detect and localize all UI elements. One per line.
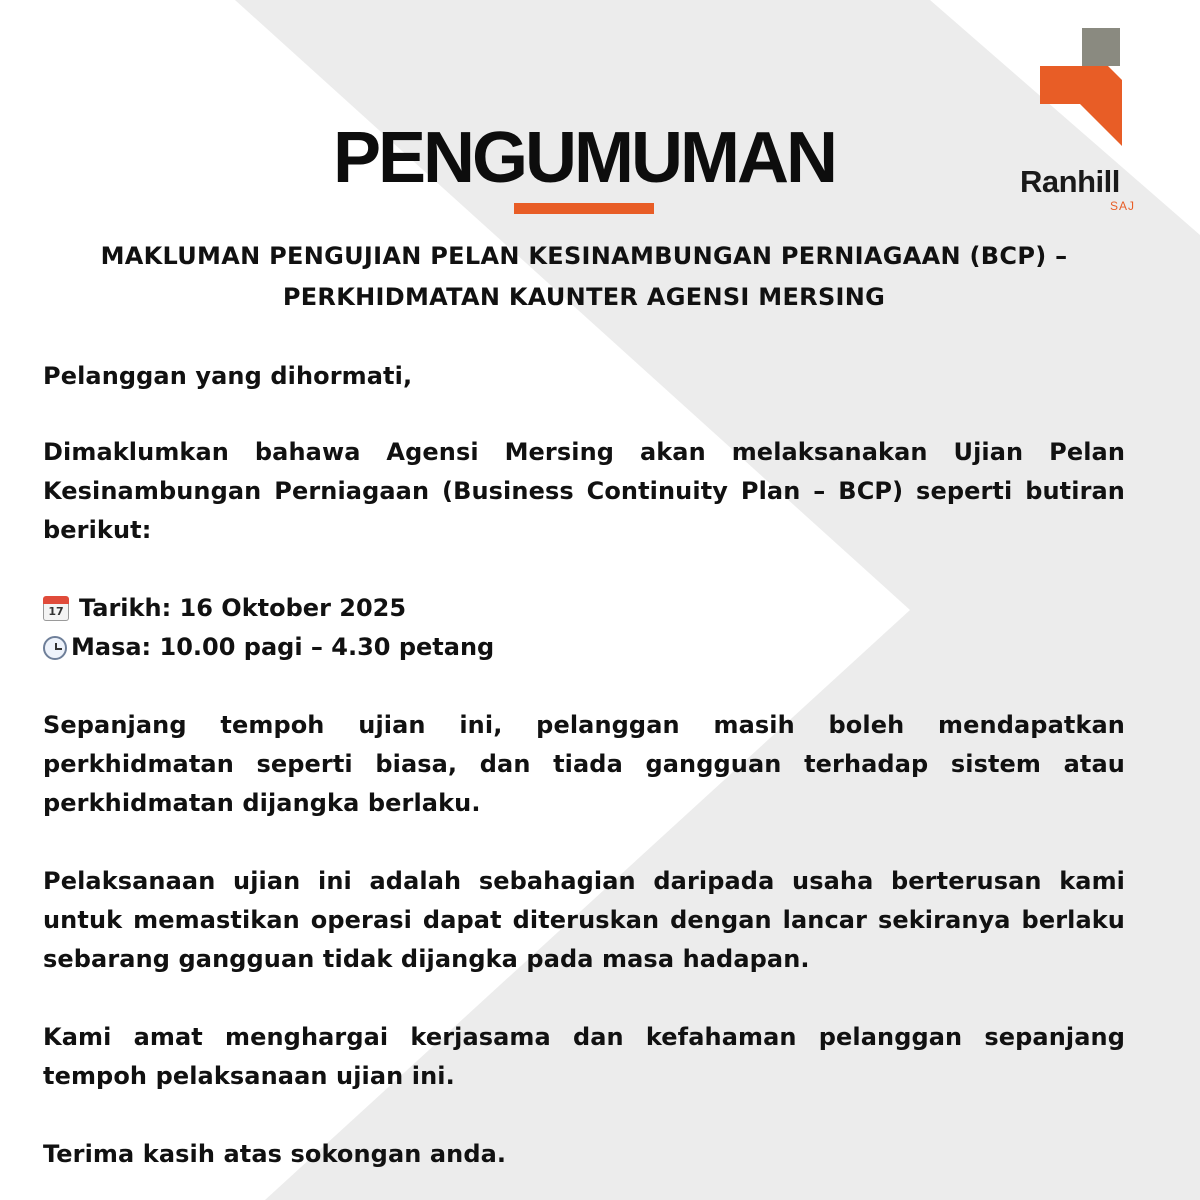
time-text: Masa: 10.00 pagi – 4.30 petang: [71, 633, 495, 661]
date-line: [43, 589, 406, 628]
title-underline: [514, 203, 654, 214]
page-title: PENGUMUMAN: [333, 118, 835, 198]
subtitle-line-1: MAKLUMAN PENGUJIAN PELAN KESINAMBUNGAN PERNIAGAAN (BCP) –: [100, 242, 1068, 270]
logo-subtext: SAJ: [1110, 199, 1136, 213]
closing-text: Terima kasih atas sokongan anda.: [43, 1140, 507, 1168]
subtitle-line-2: PERKHIDMATAN KAUNTER AGENSI MERSING: [282, 283, 886, 311]
logo-grey-square: [1082, 28, 1120, 66]
date-text: Tarikh: 16 Oktober 2025: [79, 594, 407, 622]
announcement-subtitle: [40, 236, 1128, 318]
intro-paragraph: Dimaklumkan bahawa Agensi Mersing akan melaksanakan Ujian Pelan Kesinambungan Perniagaan (Business Continuity Plan – BCP) seperti butiran berikut:: [43, 438, 1125, 544]
clock-icon: [43, 636, 67, 660]
service-paragraph: Sepanjang tempoh ujian ini, pelanggan masih boleh mendapatkan perkhidmatan seperti biasa, dan tiada gangguan terhadap sistem atau perkhidmatan dijangka berlaku.: [43, 711, 1125, 817]
calendar-icon: 17: [43, 596, 69, 622]
logo-wordmark: Ranhill: [1020, 164, 1120, 199]
purpose-paragraph: Pelaksanaan ujian ini adalah sebahagian daripada usaha berterusan kami untuk memastikan operasi dapat diteruskan dengan lancar sekiranya berlaku sebarang gangguan tidak dijangka pada masa hadapan.: [43, 867, 1125, 973]
greeting-text: Pelanggan yang dihormati,: [43, 362, 413, 390]
time-line: [43, 628, 494, 667]
appreciation-paragraph: Kami amat menghargai kerjasama dan kefahaman pelanggan sepanjang tempoh pelaksanaan ujian ini.: [43, 1023, 1125, 1090]
